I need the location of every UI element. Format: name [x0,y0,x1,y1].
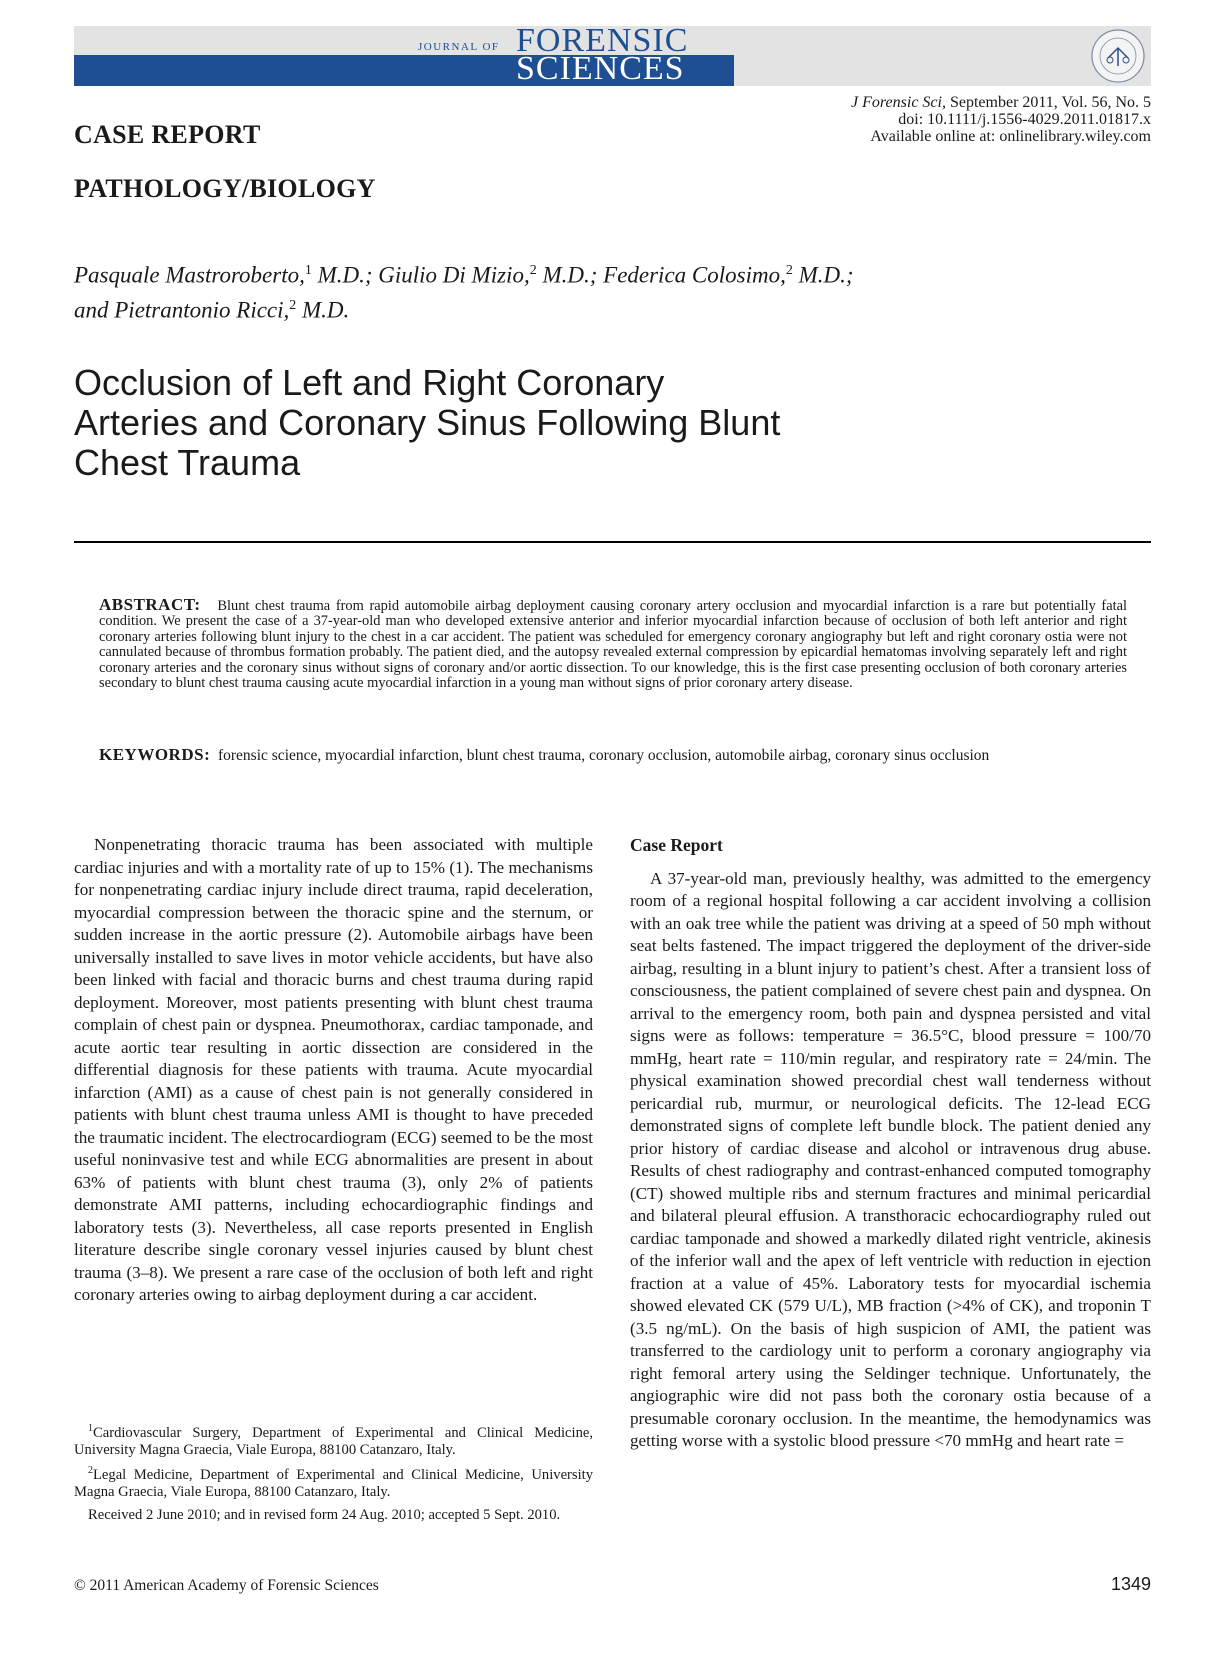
footnote-text: Cardiovascular Surgery, Department of Experimental and Clinical Medicine, University Magna Graecia, Viale Europa, 88100 Catanzaro, Italy. [74,1424,593,1459]
issue-info: September 2011, Vol. 56, No. 5 [945,94,1151,111]
title-line: Chest Trauma [74,442,301,483]
author-degree: M.D.; [311,262,379,288]
affiliation-marker: 2 [289,297,297,313]
author-line-2 [74,291,1074,326]
keywords-text: forensic science, myocardial infarction, blunt chest trauma, coronary occlusion, automobile airbag, coronary sinus occlusion [217,747,990,764]
left-column [74,834,593,1307]
affiliation-marker: 2 [785,263,793,278]
article-title [74,363,834,483]
copyright-notice: © 2011 American Academy of Forensic Sciences [74,1577,379,1594]
keywords [99,746,1159,765]
abstract-text: Blunt chest trauma from rapid automobile airbag deployment causing coronary artery occlusion and myocardial infarction is a rare but potentially fatal condition. We present the case of a 37-year-old man who developed extensive anterior and inferior myocardial infarction because of occlusion of both left anterior and right coronary arteries following blunt injury to the chest in a car accident. The patient was scheduled for emergency coronary angiography but left and right coronary ostia were not cannulated because of thrombus formation probably. The patient died, and the autopsy revealed external compression by epicardial hematomas involving separately left and right coronary arteries and the coronary sinus without signs of coronary and/or aortic dissection. To our knowledge, this is the first case presenting occlusion of both coronary arteries secondary to blunt chest trauma causing acute myocardial infarction in a young man without signs of prior coronary artery disease. [99,598,1127,692]
online-availability: Available online at: onlinelibrary.wiley.com [870,128,1151,145]
doi: doi: 10.1111/j.1556-4029.2011.01817.x [898,111,1151,128]
journal-abbreviation: J Forensic Sci, [851,94,946,111]
keywords-label: KEYWORDS: [99,745,211,764]
footnote-text: Legal Medicine, Department of Experimental and Clinical Medicine, University Magna Graecia, Viale Europa, 88100 Catanzaro, Italy. [74,1466,593,1500]
journal-of-label: JOURNAL OF [418,41,500,53]
journal-name-line2: SCIENCES [516,50,685,87]
footnote-2 [74,1462,593,1502]
intro-paragraph: Nonpenetrating thoracic trauma has been associated with multiple cardiac injuries and with a mortality rate of up to 15% (1). The mechanisms for nonpenetrating cardiac injury include direct trauma, rapid deceleration, myocardial compression between the thoracic spine and the sternum, or sudden increase in the aortic pressure (2). Automobile airbags have been universally installed to save lives in motor vehicle accidents, but have also been linked with facial and thoracic burns and chest trauma during rapid deployment. Moreover, most patients presenting with blunt chest trauma complain of chest pain or dyspnea. Pneumothorax, cardiac tamponade, and acute aortic tear resulting in aortic dissection are considered in the differential diagnosis for these patients with trauma. Acute myocardial infarction (AMI) as a cause of chest pain is not generally considered in patients with blunt chest trauma unless AMI is thought to have preceded the traumatic incident. The electrocardiogram (ECG) seemed to be the most useful noninvasive test and while ECG abnormalities are present in about 63% of patients with blunt chest trauma (3), only 2% of patients demonstrate AMI patterns, including echocardiographic findings and laboratory tests (3). Nevertheless, all case reports presented in English literature describe single coronary vessel injuries caused by blunt chest trauma (3–8). We present a rare case of the occlusion of both left and right coronary arteries owing to airbag deployment during a car accident. [74,835,593,1304]
section-label-case-report: CASE REPORT [74,120,261,149]
received-dates: Received 2 June 2010; and in revised form 24 Aug. 2010; accepted 5 Sept. 2010. [88,1507,561,1524]
author-name: Pasquale Mastroroberto, [74,262,305,288]
title-divider [74,541,1151,543]
journal-banner [74,22,1151,87]
title-line: Occlusion of Left and Right Coronary [74,362,665,403]
footnote-1 [74,1420,593,1460]
case-report-paragraph: A 37-year-old man, previously healthy, was admitted to the emergency room of a regional hospital following a car accident involving a collision with an oak tree while the patient was driving at a speed of 50 mph without seat belts fastened. The impact triggered the deployment of the driver-side airbag, resulting in a blunt injury to patient’s chest. After a transient loss of consciousness, the patient complained of severe chest pain and dyspnea. On arrival to the emergency room, both pain and dyspnea persisted and vital signs were as follows: temperature = 36.5°C, blood pressure = 100/70 mmHg, heart rate = 110/min regular, and respiratory rate = 24/min. The physical examination showed precordial chest wall tenderness without pericardial rub, murmur, or neurological deficits. The 12-lead ECG demonstrated signs of complete left bundle block. The patient denied any prior history of cardiac disease and alcohol or intravenous drug abuse. Results of chest radiography and contrast-enhanced computed tomography (CT) showed multiple ribs and sternum fractures and minimal pericardial and bilateral pleural effusion. A transthoracic echocardiography ruled out cardiac tamponade and showed a markedly dilated right ventricle, akinesis of the inferior wall and the apex of left ventricle with reduction in ejection fraction at a value of 45%. Laboratory tests for myocardial ischemia showed elevated CK (579 U/L), MB fraction (>4% of CK), and troponin T (3.5 ng/mL). On the basis of high suspicion of AMI, the patient was transferred to the cardiology unit to perform a coronary angiography via right femoral artery using the Seldinger technique. Unfortunately, the angiographic wire did not pass both the coronary ostia because of a presumable coronary occlusion. In the meantime, the hemodynamics was getting worse with a systolic blood pressure <70 mmHg and heart rate = [630,868,1151,1450]
author-line-1 [74,256,1074,291]
abstract-label: ABSTRACT: [99,595,201,614]
aafs-seal-icon [1090,28,1146,84]
affiliation-marker: 1 [304,263,312,278]
title-line: Arteries and Coronary Sinus Following Blunt [74,402,781,443]
author-name: Giulio Di Mizio, [378,262,530,288]
right-column [630,834,1151,1453]
citation-issue-line [851,94,1151,111]
author-name: and Pietrantonio Ricci, [74,297,290,323]
author-degree: M.D. [296,297,350,323]
author-name: Federica Colosimo, [603,262,786,288]
footnotes [74,1420,593,1527]
case-report-heading: Case Report [630,835,723,855]
affiliation-marker: 2 [529,263,537,278]
footnote-marker: 1 [88,1423,93,1434]
section-label-pathology: PATHOLOGY/BIOLOGY [74,174,376,203]
citation-block [851,94,1151,145]
journal-name-line1: FORENSIC [516,22,689,59]
author-degree: M.D.; [536,262,604,288]
abstract [99,597,1127,691]
author-list [74,256,1074,325]
page-number: 1349 [1110,1574,1151,1594]
footnote-marker: 2 [88,1464,93,1476]
author-degree: M.D.; [792,262,854,288]
